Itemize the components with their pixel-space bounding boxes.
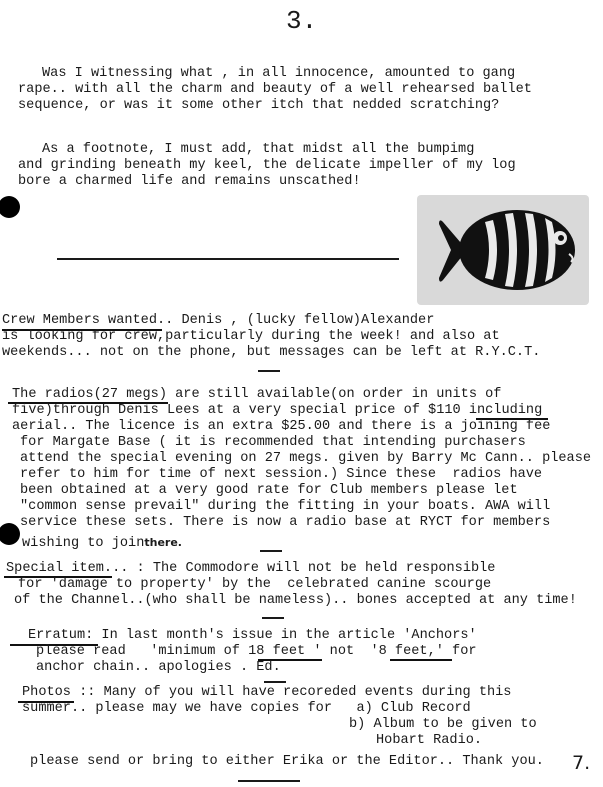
radios-line: been obtained at a very good rate for Club members please let	[20, 483, 518, 498]
handwritten-correction: there.	[144, 536, 182, 549]
paragraph-line: bore a charmed life and remains unscathed!	[18, 174, 361, 189]
paragraph-line: Was I witnessing what , in all innocence, amounted to gang	[42, 66, 516, 81]
radios-line: "common sense prevail" during the fitting in your boats. AWA will	[20, 499, 551, 514]
radios-line: five)through Denis Lees at a very special price of $110 including	[12, 403, 543, 418]
binder-hole-bottom	[0, 523, 20, 545]
special-line: of the Channel..(who shall be nameless).. bones accepted at any time!	[14, 593, 577, 608]
short-divider	[262, 617, 284, 619]
photos-line: b) Album to be given to	[349, 717, 537, 732]
radios-line: for Margate Base ( it is recommended that intending purchasers	[20, 435, 526, 450]
page-number: 3.	[286, 6, 318, 36]
paragraph-line: rape.. with all the charm and beauty of a well rehearsed ballet	[18, 82, 532, 97]
short-divider	[260, 550, 282, 552]
special-heading: Special item	[6, 561, 104, 576]
closing-line: please send or bring to either Erika or the Editor.. Thank you.	[30, 754, 544, 769]
crew-line: is looking for crew,particularly during the week! and also at	[2, 329, 500, 344]
crew-heading: Crew Members wanted	[2, 313, 157, 328]
section-divider	[57, 258, 399, 260]
radios-line: refer to him for time of next session.) Since these radios have	[20, 467, 543, 482]
radios-line: aerial.. The licence is an extra $25.00 and there is a joining fee	[12, 419, 551, 434]
short-divider	[264, 681, 286, 683]
crew-line-rest: .. Denis , (lucky fellow)Alexander	[157, 313, 435, 328]
crew-line: weekends... not on the phone, but messages can be left at R.Y.C.T.	[2, 345, 541, 360]
radios-line: service these sets. There is now a radio base at RYCT for members	[20, 515, 551, 530]
crew-heading-line	[2, 313, 434, 329]
erratum-heading: Erratum:	[28, 628, 94, 643]
special-line-rest: ... : The Commodore will not be held responsible	[103, 561, 496, 576]
radios-line-end: wishing to join	[22, 536, 145, 551]
erratum-line: please read 'minimum of 18 feet ' not '8 feet,' for	[36, 644, 477, 659]
erratum-line-rest: In last month's issue in the article 'Anchors'	[93, 628, 477, 643]
radios-line: attend the special evening on 27 megs. given by Barry Mc Cann.. please	[20, 451, 592, 466]
special-heading-line	[6, 561, 495, 577]
photos-line: Hobart Radio.	[376, 733, 483, 748]
photos-heading: Photos	[22, 685, 71, 700]
erratum-underline	[390, 659, 452, 661]
fish-illustration	[415, 192, 595, 307]
radios-line-last	[22, 535, 182, 552]
radios-line: The radios(27 megs) are still available(on order in units of	[12, 387, 502, 402]
binder-hole-top	[0, 196, 20, 218]
erratum-line: anchor chain.. apologies . Ed.	[36, 660, 281, 675]
photos-line: summer.. please may we have copies for a) Club Record	[22, 701, 471, 716]
corner-number: 7.	[572, 752, 591, 774]
paragraph-line: As a footnote, I must add, that midst all the bumpimg	[42, 142, 475, 157]
paragraph-line: and grinding beneath my keel, the delicate impeller of my log	[18, 158, 516, 173]
bottom-divider	[238, 780, 300, 782]
special-line: for 'damage to property' by the celebrated canine scourge	[18, 577, 492, 592]
photos-heading-line	[22, 685, 511, 701]
photos-line-rest: :: Many of you will have recoreded events during this	[70, 685, 512, 700]
paragraph-line: sequence, or was it some other itch that nedded scratching?	[18, 98, 500, 113]
erratum-heading-line	[28, 628, 477, 644]
short-divider	[258, 370, 280, 372]
